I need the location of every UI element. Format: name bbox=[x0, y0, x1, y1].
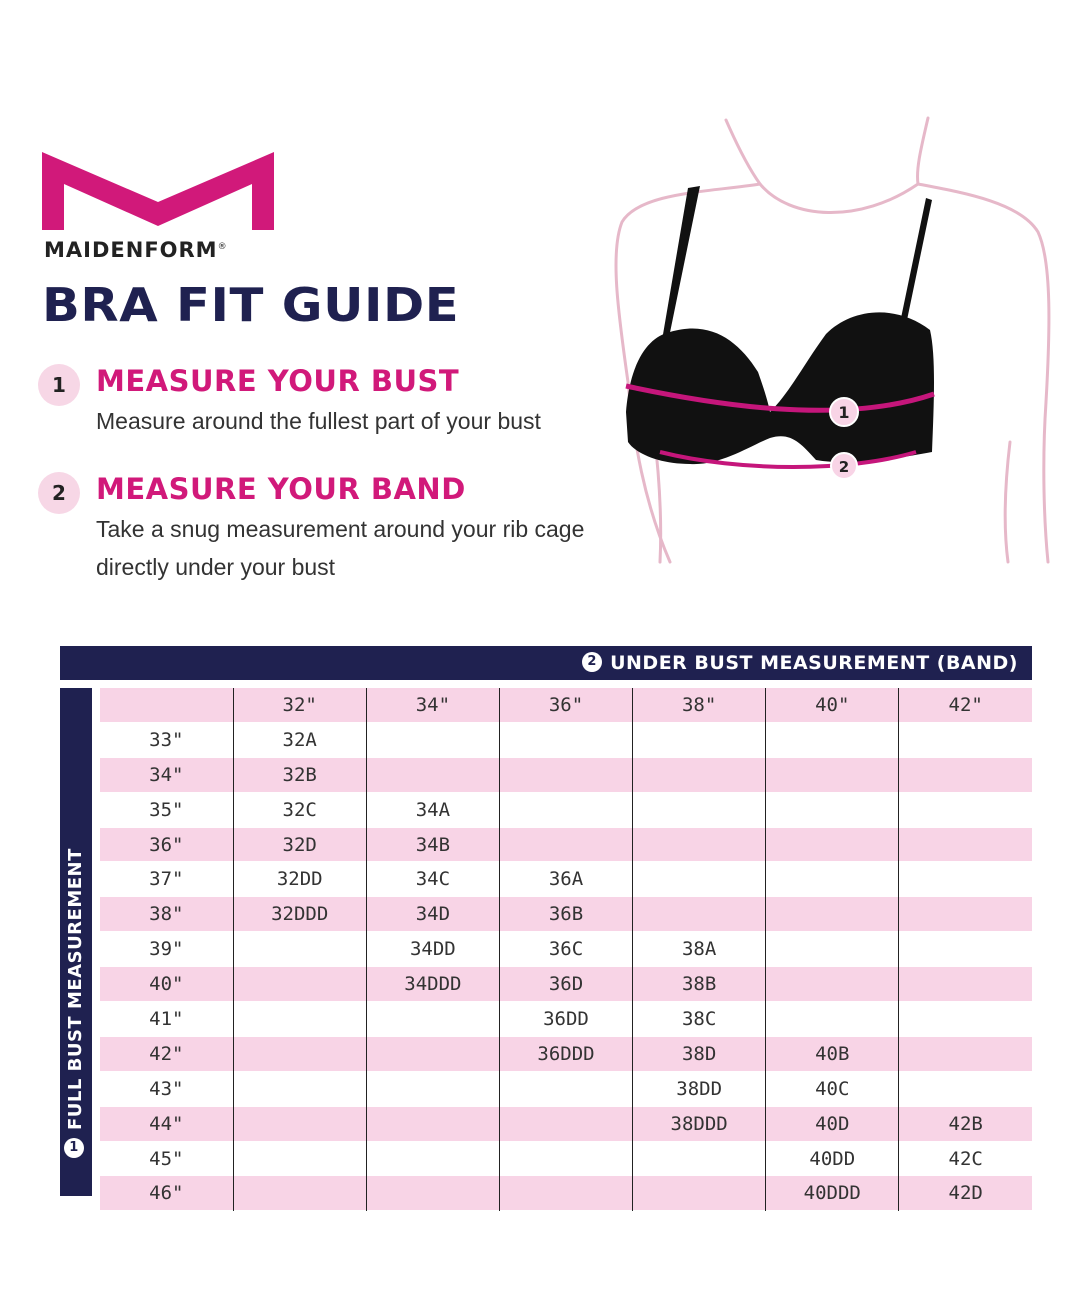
bra-size-cell bbox=[366, 722, 499, 757]
bust-size-cell: 39" bbox=[149, 938, 184, 961]
bra-size-cell bbox=[366, 1036, 499, 1071]
bra-illustration bbox=[600, 112, 1060, 577]
bra-size-cell bbox=[766, 792, 899, 827]
band-number-badge: 2 bbox=[582, 652, 602, 672]
bust-header-label: FULL BUST MEASUREMENT bbox=[65, 848, 86, 1130]
bra-size-cell bbox=[899, 932, 1032, 967]
bra-size-cell bbox=[366, 1141, 499, 1176]
column-header-cell: 40" bbox=[766, 688, 899, 722]
table-row bbox=[100, 792, 1032, 827]
band-measurement-header bbox=[60, 646, 1032, 680]
column-header-cell: 32" bbox=[233, 688, 366, 722]
bra-size-cell: 38DD bbox=[633, 1071, 766, 1106]
band-header-label: UNDER BUST MEASUREMENT (BAND) bbox=[610, 652, 1018, 674]
bust-size-cell: 45" bbox=[149, 1147, 184, 1170]
bra-size-cell: 36B bbox=[499, 897, 632, 932]
bra-size-cell: 42B bbox=[899, 1106, 1032, 1141]
bra-size-cell: 38B bbox=[633, 967, 766, 1002]
bra-size-cell: 36DDD bbox=[499, 1036, 632, 1071]
bust-measurement-header bbox=[60, 688, 92, 1196]
table-row bbox=[100, 967, 1032, 1002]
bra-size-cell: 36A bbox=[499, 862, 632, 897]
bra-size-cell: 40DDD bbox=[766, 1176, 899, 1211]
bra-size-cell bbox=[633, 792, 766, 827]
bra-size-cell bbox=[233, 1002, 366, 1037]
table-row bbox=[100, 1002, 1032, 1037]
bra-size-cell: 38A bbox=[633, 932, 766, 967]
bra-size-cell bbox=[499, 1071, 632, 1106]
bra-size-cell bbox=[633, 757, 766, 792]
bra-size-cell: 40D bbox=[766, 1106, 899, 1141]
bra-size-cell bbox=[499, 1141, 632, 1176]
bra-size-cell bbox=[233, 1141, 366, 1176]
bra-size-cell bbox=[499, 757, 632, 792]
bra-size-cell: 38D bbox=[633, 1036, 766, 1071]
bra-size-cell: 32DD bbox=[233, 862, 366, 897]
bust-size-cell: 44" bbox=[100, 1106, 233, 1141]
step-number-1: 1 bbox=[38, 364, 80, 406]
bra-size-cell bbox=[766, 827, 899, 862]
bra-size-cell bbox=[366, 1106, 499, 1141]
bra-size-cell bbox=[766, 932, 899, 967]
marker-2-label: 2 bbox=[838, 458, 850, 476]
table-row bbox=[100, 1176, 1032, 1211]
marker-1-label: 1 bbox=[838, 403, 850, 422]
table-row bbox=[100, 932, 1032, 967]
bra-size-cell bbox=[233, 967, 366, 1002]
bra-size-cell bbox=[899, 827, 1032, 862]
bra-size-cell bbox=[766, 897, 899, 932]
bra-size-cell: 36D bbox=[499, 967, 632, 1002]
bra-size-cell bbox=[366, 1176, 499, 1211]
column-header-cell: 34" bbox=[366, 688, 499, 722]
bra-size-cell bbox=[233, 1036, 366, 1071]
bra-size-cell bbox=[366, 757, 499, 792]
bra-size-cell: 40B bbox=[766, 1036, 899, 1071]
bra-size-cell bbox=[633, 827, 766, 862]
bust-size-cell: 41" bbox=[149, 1007, 184, 1030]
size-chart-table bbox=[100, 688, 1032, 1211]
bust-size-cell: 33" bbox=[149, 728, 184, 751]
bust-size-cell: 42" bbox=[100, 1036, 233, 1071]
bra-size-cell: 32DDD bbox=[233, 897, 366, 932]
bra-size-cell bbox=[899, 862, 1032, 897]
bust-size-cell: 37" bbox=[149, 868, 184, 891]
bra-size-cell bbox=[899, 1036, 1032, 1071]
table-row bbox=[100, 1106, 1032, 1141]
bra-size-cell bbox=[766, 1002, 899, 1037]
bust-size-cell: 38" bbox=[100, 897, 233, 932]
table-row bbox=[100, 897, 1032, 932]
bra-size-cell bbox=[633, 722, 766, 757]
bra-size-cell: 34DDD bbox=[366, 967, 499, 1002]
bust-size-cell: 35" bbox=[149, 798, 184, 821]
bra-size-cell: 38DDD bbox=[633, 1106, 766, 1141]
bra-size-cell: 42C bbox=[899, 1141, 1032, 1176]
bra-size-cell bbox=[766, 967, 899, 1002]
column-header-cell bbox=[100, 688, 233, 722]
bra-size-cell: 34B bbox=[366, 827, 499, 862]
bra-size-cell: 34DD bbox=[366, 932, 499, 967]
bra-size-cell: 34D bbox=[366, 897, 499, 932]
bra-size-cell bbox=[499, 792, 632, 827]
bra-size-cell bbox=[766, 862, 899, 897]
bra-size-cell: 32B bbox=[233, 757, 366, 792]
table-row bbox=[100, 862, 1032, 897]
bra-size-cell bbox=[499, 1106, 632, 1141]
bra-size-cell bbox=[633, 862, 766, 897]
bra-size-cell: 42D bbox=[899, 1176, 1032, 1211]
bust-size-cell: 43" bbox=[149, 1077, 184, 1100]
bra-size-cell bbox=[899, 792, 1032, 827]
bra-size-cell bbox=[633, 1176, 766, 1211]
bust-size-cell: 40" bbox=[100, 967, 233, 1002]
table-row bbox=[100, 1141, 1032, 1176]
bra-size-cell bbox=[899, 757, 1032, 792]
brand-name: MAIDENFORM® bbox=[44, 238, 228, 262]
table-header-row bbox=[100, 688, 1032, 722]
bra-size-cell bbox=[499, 827, 632, 862]
bra-size-cell: 40C bbox=[766, 1071, 899, 1106]
bra-size-cell: 32C bbox=[233, 792, 366, 827]
column-header-cell: 36" bbox=[499, 688, 632, 722]
bra-size-cell bbox=[633, 1141, 766, 1176]
bra-size-cell bbox=[233, 1106, 366, 1141]
bra-size-cell: 34C bbox=[366, 862, 499, 897]
table-row bbox=[100, 1071, 1032, 1106]
bust-size-cell: 46" bbox=[100, 1176, 233, 1211]
bra-size-cell bbox=[899, 897, 1032, 932]
bra-size-cell bbox=[366, 1002, 499, 1037]
bra-size-cell: 40DD bbox=[766, 1141, 899, 1176]
bust-size-cell: 36" bbox=[100, 827, 233, 862]
bra-size-cell bbox=[766, 722, 899, 757]
table-row bbox=[100, 722, 1032, 757]
bra-size-cell: 32A bbox=[233, 722, 366, 757]
bra-size-cell: 36DD bbox=[499, 1002, 632, 1037]
step-description: Measure around the fullest part of your bust bbox=[96, 408, 541, 434]
bust-size-cell: 34" bbox=[100, 757, 233, 792]
step-title: MEASURE YOUR BAND bbox=[96, 472, 466, 506]
maidenform-logo bbox=[40, 150, 276, 237]
bra-size-cell bbox=[499, 722, 632, 757]
bust-number-badge: 1 bbox=[64, 1138, 84, 1158]
bra-size-cell bbox=[499, 1176, 632, 1211]
bra-size-cell bbox=[366, 1071, 499, 1106]
bra-size-cell bbox=[899, 722, 1032, 757]
bra-size-cell bbox=[899, 1071, 1032, 1106]
bra-size-cell bbox=[899, 967, 1032, 1002]
step-title: MEASURE YOUR BUST bbox=[96, 364, 460, 398]
bra-size-cell: 38C bbox=[633, 1002, 766, 1037]
bra-size-cell bbox=[899, 1002, 1032, 1037]
step-description: Take a snug measurement around your rib cage directly under your bust bbox=[96, 516, 585, 580]
bra-size-cell bbox=[633, 897, 766, 932]
table-row bbox=[100, 757, 1032, 792]
bra-size-cell bbox=[233, 932, 366, 967]
table-row bbox=[100, 827, 1032, 862]
table-row bbox=[100, 1036, 1032, 1071]
column-header-cell: 42" bbox=[899, 688, 1032, 722]
bra-size-cell: 32D bbox=[233, 827, 366, 862]
column-header-cell: 38" bbox=[633, 688, 766, 722]
bra-size-cell bbox=[233, 1176, 366, 1211]
bra-size-cell: 34A bbox=[366, 792, 499, 827]
step-number-2: 2 bbox=[38, 472, 80, 514]
bra-size-cell: 36C bbox=[499, 932, 632, 967]
bra-size-cell bbox=[233, 1071, 366, 1106]
bra-size-cell bbox=[766, 757, 899, 792]
page-title: BRA FIT GUIDE bbox=[42, 278, 460, 332]
